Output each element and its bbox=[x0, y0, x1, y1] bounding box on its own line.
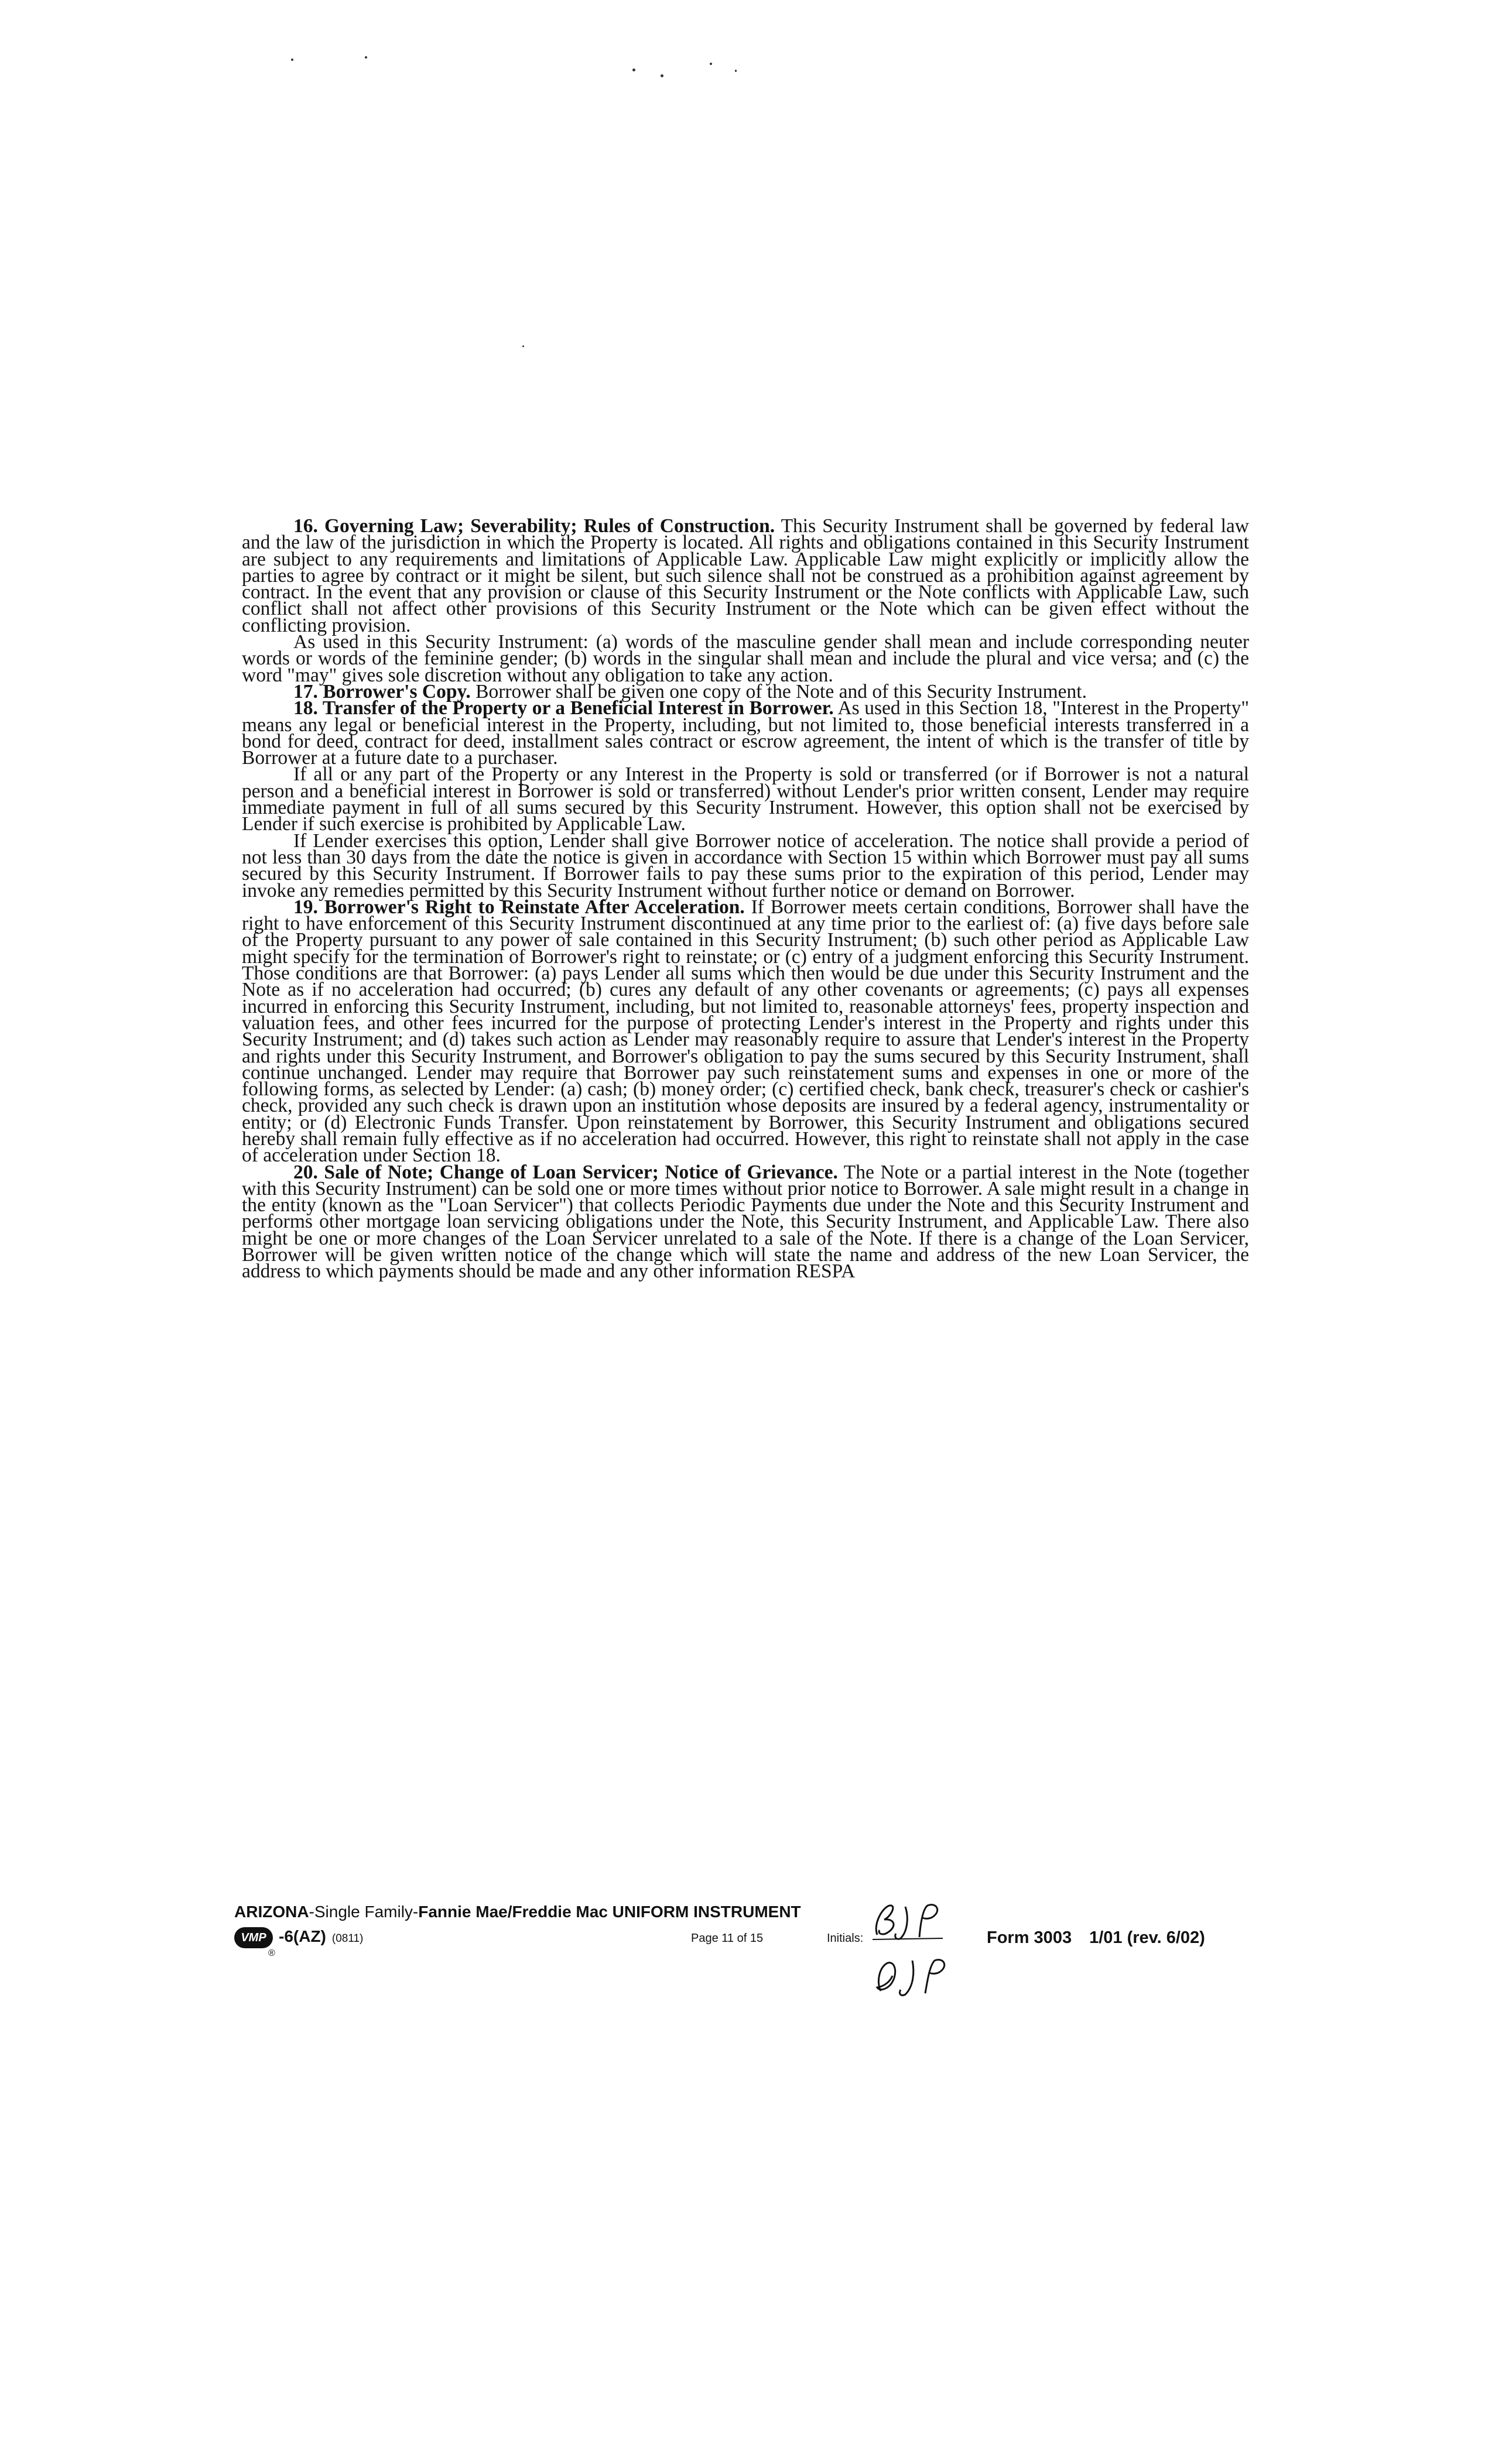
footer-agencies: Fannie Mae/Freddie Mac UNIFORM INSTRUMENT bbox=[418, 1903, 801, 1921]
paragraph-text: The Note or a partial interest in the Note (together with this Security Instrument) can be sold one or more times without prior notice to Borrower. A sale might result in a change in the entity (known as the "Loan Servicer") that collects Periodic Payments due under the Note and this Security Instrument and performs other mortgage loan servicing obligations under the Note, this Security Instrument, and Applicable Law. There also might be one or more changes of the Loan Servicer unrelated to a sale of the Note. If there is a change of the Loan Servicer, Borrower will be given written notice of the change which will state the name and address of the new Loan Servicer, the address to which payments should be made and any other information RESPA bbox=[242, 1161, 1249, 1283]
form-number bbox=[987, 1928, 1205, 1948]
vmp-logo-icon: VMP bbox=[234, 1927, 273, 1948]
paragraph-16 bbox=[242, 515, 1249, 636]
section-heading: 19. Borrower's Right to Reinstate After Acceleration. bbox=[293, 896, 745, 918]
form-revision: 1/01 (rev. 6/02) bbox=[1089, 1928, 1205, 1947]
initials-signature-1 bbox=[867, 1900, 949, 1942]
paragraph-text: If all or any part of the Property or any Interest in the Property is sold or transferred (or if Borrower is not a natural person and a beneficial interest in Borrower is sold or transferred) without Lender's prior written consent, Lender may require immediate payment in full of all sums secured by this Security Instrument. However, this option shall not be exercised by Lender if such exercise is prohibited by Applicable Law. bbox=[242, 763, 1249, 835]
form-code-version: (0811) bbox=[331, 1932, 364, 1945]
form-number-value: Form 3003 bbox=[987, 1928, 1072, 1947]
section-heading: 16. Governing Law; Severability; Rules of Construction. bbox=[293, 515, 775, 537]
initials-signature-2 bbox=[867, 1952, 955, 1999]
footer-title bbox=[234, 1903, 801, 1921]
section-heading: 18. Transfer of the Property or a Beneficial Interest in Borrower. bbox=[293, 697, 834, 719]
registered-mark: ® bbox=[268, 1948, 275, 1958]
paragraph-text: As used in this Security Instrument: (a) words of the masculine gender shall mean and include corresponding neuter words or words of the feminine gender; (b) words in the singular shall mean and include the plural and vice versa; and (c) the word "may" gives sole discretion without any obligation to take any action. bbox=[242, 631, 1249, 686]
initials-label: Initials: bbox=[827, 1932, 864, 1945]
scan-speck bbox=[365, 56, 367, 59]
paragraph-18 bbox=[242, 697, 1249, 769]
scan-speck bbox=[735, 70, 737, 72]
paragraph-text: As used in this Section 18, "Interest in the Property" means any legal or beneficial interest in the Property, including, but not limited to, those beneficial interests transferred in a bond for deed, contract for deed, installment sales contract or escrow agreement, the intent of which is the transfer of title by Borrower at a future date to a purchaser. bbox=[242, 697, 1249, 769]
paragraph-19 bbox=[242, 896, 1249, 1167]
form-code bbox=[279, 1927, 363, 1946]
page-number: Page 11 of 15 bbox=[691, 1932, 764, 1945]
paragraph-18-cont-2 bbox=[242, 830, 1249, 902]
form-footer bbox=[234, 1903, 1265, 1996]
scan-speck bbox=[632, 68, 635, 71]
scan-speck bbox=[710, 63, 712, 65]
section-heading: 17. Borrower's Copy. bbox=[293, 680, 471, 702]
scan-speck bbox=[291, 59, 293, 61]
footer-state: ARIZONA bbox=[234, 1903, 309, 1921]
paragraph-text: If Lender exercises this option, Lender shall give Borrower notice of acceleration. The notice shall provide a period of not less than 30 days from the date the notice is given in accordance with Section 15 within which Borrower must pay all sums secured by this Security Instrument. If Borrower fails to pay these sums prior to the expiration of this period, Lender may invoke any remedies permitted by this Security Instrument without further notice or demand on Borrower. bbox=[242, 830, 1249, 902]
paragraph-18-cont-1 bbox=[242, 763, 1249, 835]
paragraph-text: Borrower shall be given one copy of the Note and of this Security Instrument. bbox=[470, 680, 1087, 702]
paragraph-text: If Borrower meets certain conditions, Borrower shall have the right to have enforcement of this Security Instrument discontinued at any time prior to the earliest of: (a) five days before sale of the Property pursuant to any power of sale contained in this Security Instrument; (b) such other period as Applicable Law might specify for the termination of Borrower's right to reinstate; or (c) entry of a judgment enforcing this Security Instrument. Those conditions are that Borrower: (a) pays Lender all sums which then would be due under this Security Instrument and the Note as if no acceleration had occurred; (b) cures any default of any other covenants or agreements; (c) pays all expenses incurred in enforcing this Security Instrument, including, but not limited to, reasonable attorneys' fees, property inspection and valuation fees, and other fees incurred for the purpose of protecting Lender's interest in the Property and rights under this Security Instrument; and (d) takes such action as Lender may reasonably require to assure that Lender's interest in the Property and rights under this Security Instrument, and Borrower's obligation to pay the sums secured by this Security Instrument, shall continue unchanged. Lender may require that Borrower pay such reinstatement sums and expenses in one or more of the following forms, as selected by Lender: (a) cash; (b) money order; (c) certified check, bank check, treasurer's check or cashier's check, provided any such check is drawn upon an institution whose deposits are insured by a federal agency, instrumentality or entity; or (d) Electronic Funds Transfer. Upon reinstatement by Borrower, this Security Instrument and obligations secured hereby shall remain fully effective as if no acceleration had occurred. However, this right to reinstate shall not apply in the case of acceleration under Section 18. bbox=[242, 896, 1249, 1167]
form-code-main: -6(AZ) bbox=[279, 1927, 326, 1945]
paragraph-text: This Security Instrument shall be governed by federal law and the law of the jurisdiction in which the Property is located. All rights and obligations contained in this Security Instrument are subject to any requirements and limitations of Applicable Law. Applicable Law might explicitly or implicitly allow the parties to agree by contract or it might be silent, but such silence shall not be construed as a prohibition against agreement by contract. In the event that any provision or clause of this Security Instrument or the Note conflicts with Applicable Law, such conflict shall not affect other provisions of this Security Instrument or the Note which can be given effect without the conflicting provision. bbox=[242, 515, 1249, 636]
paragraph-16-cont bbox=[242, 631, 1249, 686]
footer-family: -Single Family- bbox=[309, 1903, 419, 1921]
paragraph-20 bbox=[242, 1161, 1249, 1283]
document-body bbox=[242, 515, 1249, 1283]
scan-speck bbox=[661, 74, 663, 77]
section-heading: 20. Sale of Note; Change of Loan Servicer; Notice of Grievance. bbox=[293, 1161, 838, 1183]
scan-speck bbox=[522, 345, 524, 347]
